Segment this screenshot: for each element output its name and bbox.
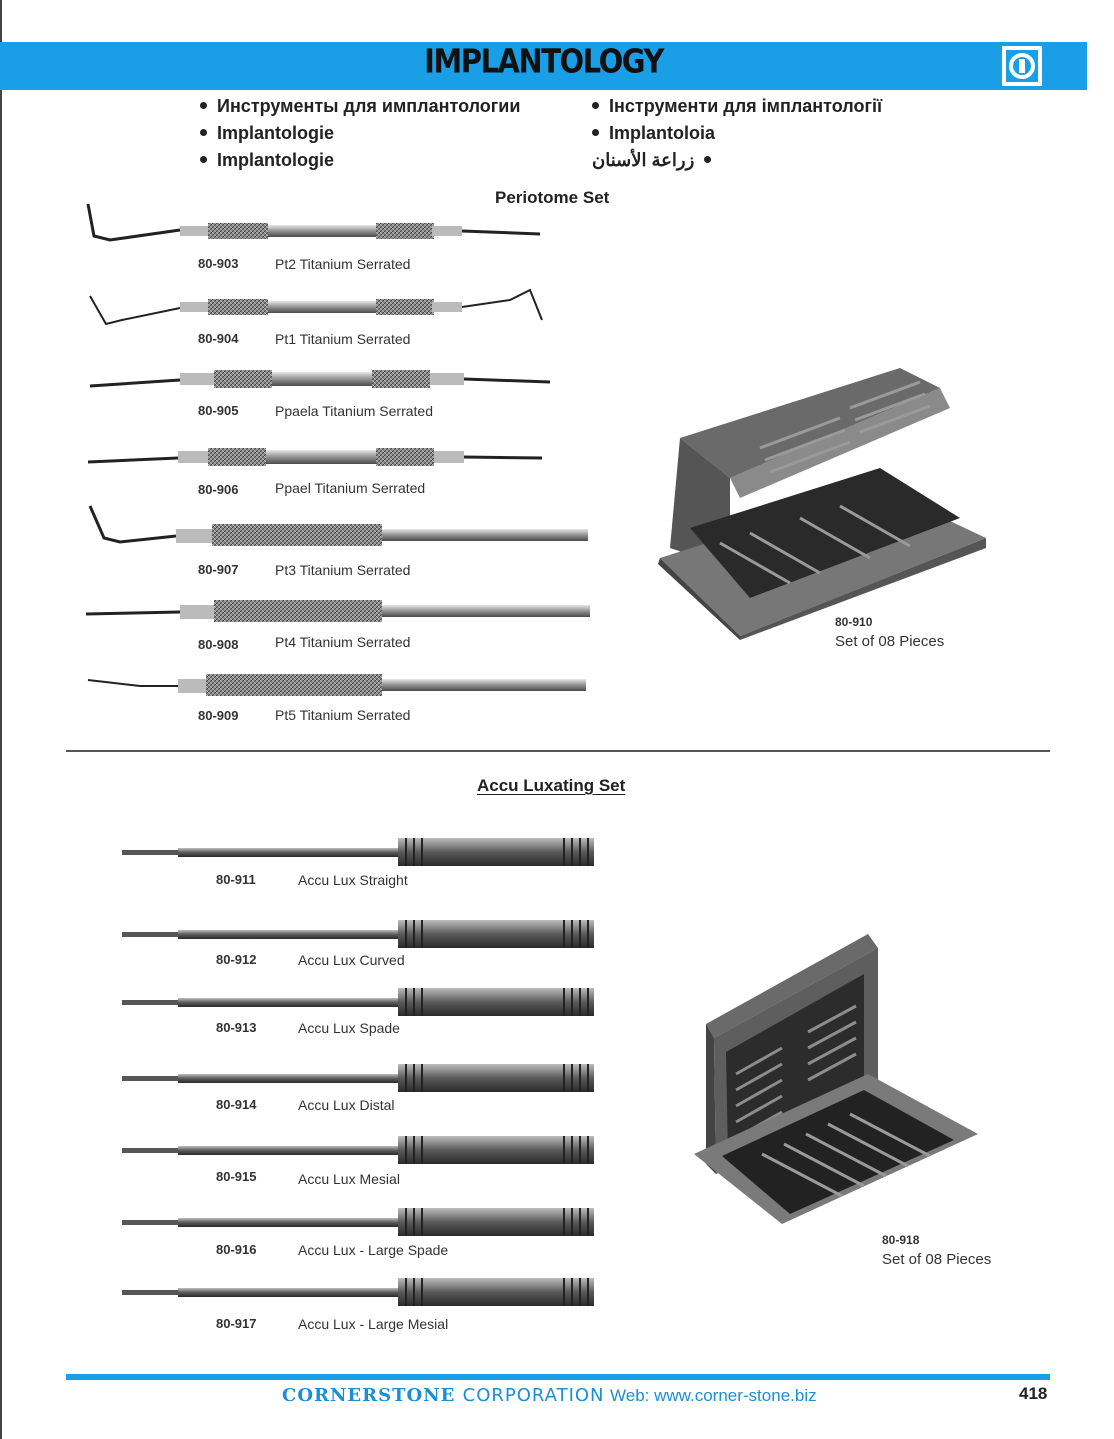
item-code: 80-915 (216, 1169, 257, 1184)
instrument-80-906 (88, 448, 542, 466)
item-name: Accu Lux - Large Mesial (298, 1316, 449, 1332)
item-name: Accu Lux Mesial (298, 1171, 400, 1187)
page-number: 418 (1019, 1384, 1048, 1403)
item-code: 80-913 (216, 1020, 257, 1035)
lang-item-arabic: زراعة الأسنان (592, 150, 711, 171)
item-name: Ppael Titanium Serrated (275, 480, 426, 496)
footer-rule (66, 1374, 1050, 1380)
luxator-80-914 (122, 1064, 594, 1092)
item-code: 80-912 (216, 952, 257, 967)
periotome-case-label (835, 612, 944, 652)
periotome-section-title: Periotome Set (495, 188, 610, 207)
item-code: 80-908 (198, 637, 239, 652)
periotome-instruments (80, 196, 640, 736)
item-name: Pt1 Titanium Serrated (275, 331, 411, 347)
item-name: Pt3 Titanium Serrated (275, 562, 411, 578)
case-code: 80-918 (882, 1233, 920, 1247)
footer-brand-suffix: CORPORATION (462, 1385, 605, 1406)
luxator-80-913 (122, 988, 594, 1016)
page-edge (0, 0, 2, 1439)
item-name: Pt4 Titanium Serrated (275, 634, 411, 650)
lang-item-german: Implantologie (200, 123, 334, 144)
instrument-80-908 (86, 600, 590, 622)
luxator-80-915 (122, 1136, 594, 1164)
item-name: Accu Lux Distal (298, 1097, 395, 1113)
lang-item-ukrainian: Інструменти для імплантології (592, 96, 882, 117)
item-code: 80-906 (198, 482, 239, 497)
item-name: Ppaela Titanium Serrated (275, 403, 433, 419)
item-code: 80-904 (198, 331, 239, 346)
luxator-80-917 (122, 1278, 594, 1306)
item-code: 80-914 (216, 1097, 257, 1112)
luxating-case-label (882, 1230, 991, 1270)
instrument-80-904 (90, 290, 542, 324)
item-name: Accu Lux Curved (298, 952, 405, 968)
item-code: 80-909 (198, 708, 239, 723)
footer-website: Web: www.corner-stone.biz (610, 1386, 817, 1405)
item-code: 80-916 (216, 1242, 257, 1257)
instrument-80-903 (88, 204, 540, 240)
instrument-80-907 (90, 506, 588, 546)
item-code: 80-911 (216, 872, 256, 887)
item-code: 80-905 (198, 403, 239, 418)
lang-item-russian: Инструменты для имплантологии (200, 96, 520, 117)
cornerstone-logo-icon (1000, 44, 1044, 88)
luxator-80-911 (122, 838, 594, 866)
item-name: Accu Lux Straight (298, 872, 408, 888)
item-name: Accu Lux - Large Spade (298, 1242, 449, 1258)
lang-item-portuguese: Implantoloia (592, 123, 715, 144)
item-name: Pt5 Titanium Serrated (275, 707, 411, 723)
luxating-case-image (692, 934, 982, 1224)
footer-brand-name: CORNERSTONE (282, 1385, 456, 1406)
instrument-80-909 (88, 674, 586, 696)
periotome-case-image (650, 368, 990, 640)
page-title: IMPLANTOLOGY (424, 41, 663, 81)
section-divider (66, 750, 1050, 752)
item-name: Accu Lux Spade (298, 1020, 400, 1036)
item-name: Pt2 Titanium Serrated (275, 256, 411, 272)
case-description: Set of 08 Pieces (882, 1251, 992, 1268)
item-code: 80-903 (198, 256, 239, 271)
lang-item-french: Implantologie (200, 150, 334, 171)
footer-brand (282, 1385, 605, 1406)
case-description: Set of 08 Pieces (835, 633, 945, 650)
luxating-section-title: Accu Luxating Set (477, 776, 626, 795)
luxator-80-916 (122, 1208, 594, 1236)
luxator-80-912 (122, 920, 594, 948)
item-code: 80-907 (198, 562, 239, 577)
item-code: 80-917 (216, 1316, 257, 1331)
case-code: 80-910 (835, 615, 873, 629)
instrument-80-905 (90, 370, 550, 388)
